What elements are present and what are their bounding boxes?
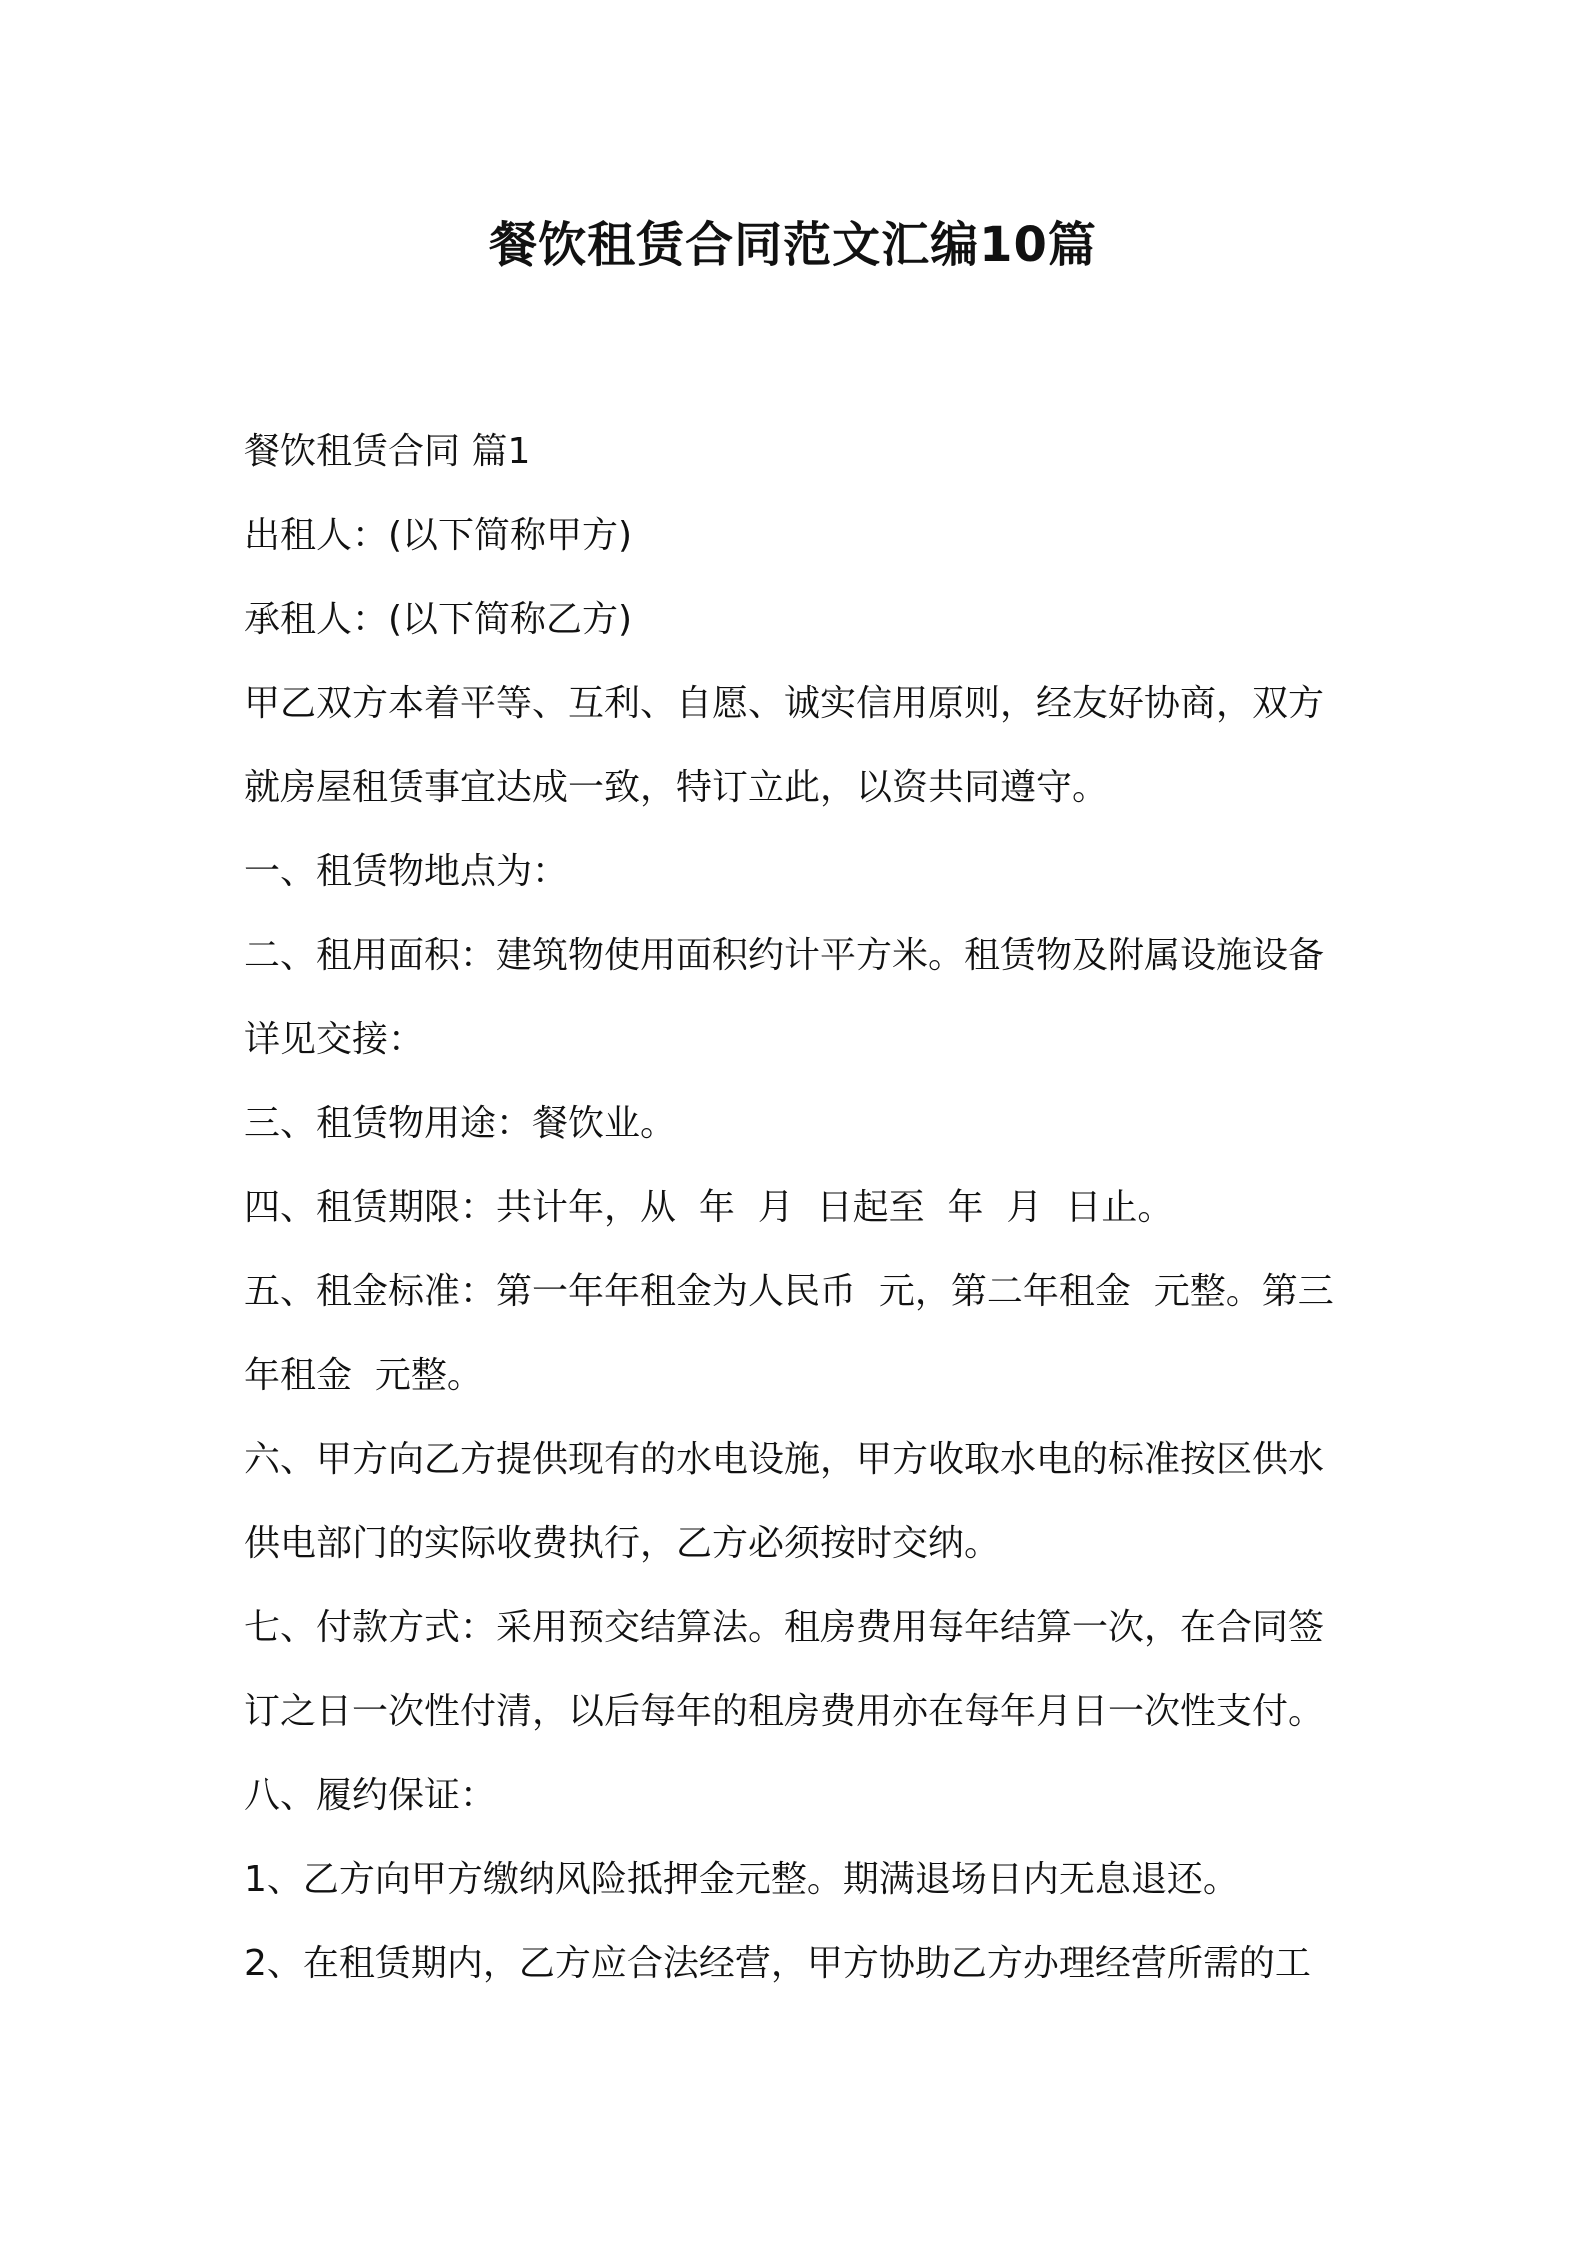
- text-line: 甲乙双方本着平等、互利、自愿、诚实信用原则，经友好协商，双方: [244, 683, 1325, 724]
- text-line: 供电部门的实际收费执行，乙方必须按时交纳。: [244, 1523, 1001, 1564]
- text-line: 七、付款方式：采用预交结算法。租房费用每年结算一次，在合同签: [244, 1607, 1325, 1648]
- text-line: 承租人：(以下简称乙方): [244, 599, 633, 640]
- text-line: 出租人：(以下简称甲方): [244, 515, 633, 556]
- text-line: 五、租金标准：第一年年租金为人民币 元，第二年租金 元整。第三: [244, 1271, 1334, 1312]
- text-line: 一、租赁物地点为：: [244, 851, 569, 892]
- text-line: 订之日一次性付清，以后每年的租房费用亦在每年月日一次性支付。: [244, 1691, 1325, 1732]
- text-line: 四、租赁期限：共计年，从 年 月 日起至 年 月 日止。: [244, 1187, 1174, 1228]
- text-line: 三、租赁物用途：餐饮业。: [244, 1103, 677, 1144]
- text-line: 详见交接：: [244, 1019, 425, 1060]
- text-line: 年租金 元整。: [244, 1355, 483, 1396]
- text-line: 2、在租赁期内，乙方应合法经营，甲方协助乙方办理经营所需的工: [244, 1943, 1311, 1984]
- document-title: 餐饮租赁合同范文汇编10篇: [489, 217, 1097, 273]
- text-line: 八、履约保证：: [244, 1775, 497, 1816]
- document-body: [244, 410, 1374, 2006]
- text-line: 六、甲方向乙方提供现有的水电设施，甲方收取水电的标准按区供水: [244, 1439, 1325, 1480]
- text-line: 1、乙方向甲方缴纳风险抵押金元整。期满退场日内无息退还。: [244, 1859, 1239, 1900]
- text-line: 二、租用面积：建筑物使用面积约计平方米。租赁物及附属设施设备: [244, 935, 1325, 976]
- text-line: 餐饮租赁合同 篇1: [244, 431, 531, 472]
- text-line: 就房屋租赁事宜达成一致，特订立此，以资共同遵守。: [244, 767, 1109, 808]
